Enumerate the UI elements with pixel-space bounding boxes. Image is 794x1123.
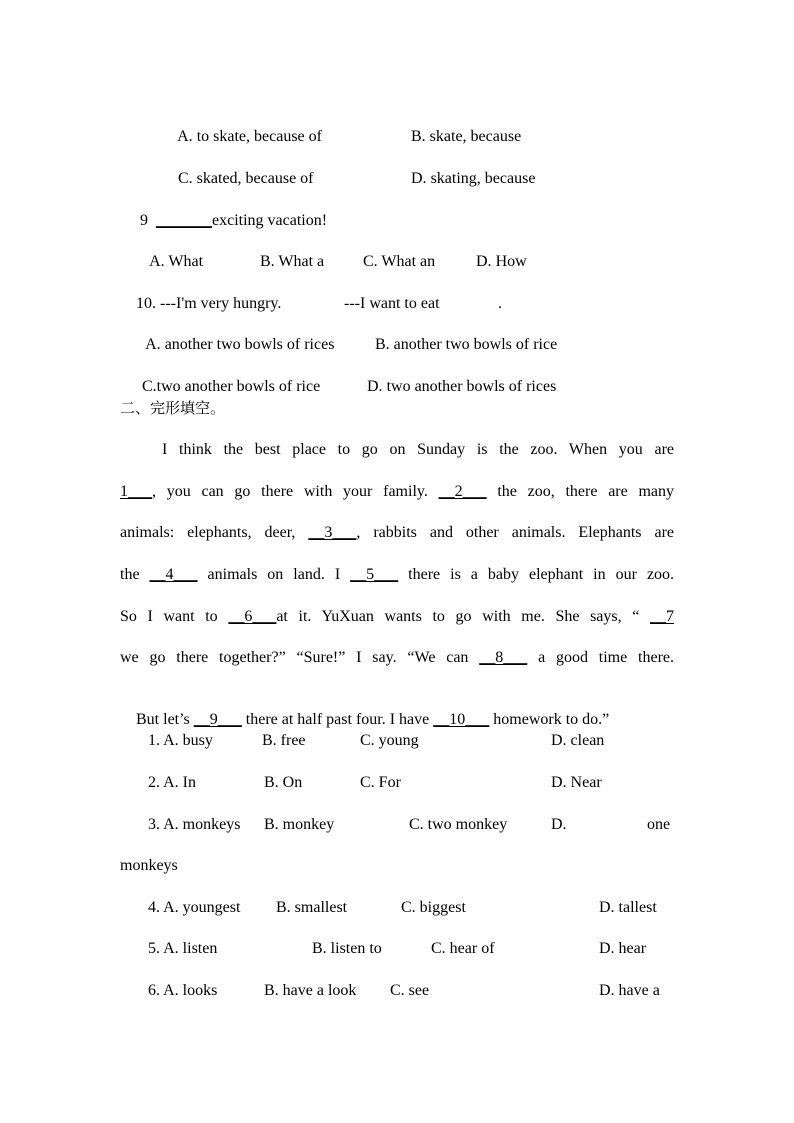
passage-line-4 <box>120 565 674 585</box>
question-text: ---I'm very hungry. <box>160 295 282 312</box>
passage-line-6 <box>120 648 674 668</box>
option-key: A. <box>149 253 165 270</box>
option-text: skate, because <box>429 128 522 145</box>
passage-line-5 <box>120 607 674 627</box>
q8-option-d <box>395 149 535 209</box>
option-text: another two bowls of rice <box>393 336 558 353</box>
passage-line-2 <box>120 482 674 502</box>
option-text: two another bowls of rice <box>156 378 321 395</box>
item-number: 6. <box>148 982 160 999</box>
cloze-2-option-a <box>148 773 196 793</box>
option-key: C. <box>142 378 157 395</box>
option-text: How <box>495 253 527 270</box>
cloze-1-option-d: D. clean <box>551 732 605 749</box>
cloze-blank-6: __6___ <box>228 608 277 625</box>
cloze-4-option-c: C. biggest <box>401 899 466 916</box>
cloze-2-option-b: B. On <box>264 774 303 791</box>
option-key: C. <box>363 253 378 270</box>
passage-text: a good time there. <box>538 649 675 666</box>
cloze-3-option-b: B. monkey <box>264 816 335 833</box>
cloze-blank-7: __7 <box>650 608 675 625</box>
section-heading: 二、完形填空。 <box>120 399 226 417</box>
cloze-1-option-a <box>148 731 213 751</box>
item-number: 1. <box>148 732 160 749</box>
option-key: A. <box>177 128 193 145</box>
option-text: What a <box>278 253 325 270</box>
option-text: What an <box>381 253 436 270</box>
answer-blank: _______ <box>156 212 212 229</box>
q10-option-d <box>351 357 556 417</box>
cloze-4-option-a <box>148 898 240 918</box>
passage-line-1 <box>162 440 674 460</box>
option-text: A. In <box>163 774 197 791</box>
cloze-blank-9: __9___ <box>193 711 242 728</box>
cloze-6-option-c: C. see <box>390 982 430 999</box>
cloze-3-option-d-cont: one <box>647 816 671 833</box>
passage-text: I think the best place to go on Sunday is the zoo. When you are <box>162 441 674 458</box>
passage-text: the <box>120 566 140 583</box>
cloze-5-option-a <box>148 939 217 959</box>
cloze-5-option-c: C. hear of <box>431 940 495 957</box>
option-text: to skate, because of <box>196 128 322 145</box>
cloze-6-option-d: D. have a <box>599 982 660 999</box>
passage-line-3 <box>120 523 674 543</box>
cloze-2-option-c: C. For <box>360 774 401 791</box>
cloze-5-option-d: D. hear <box>599 940 647 957</box>
passage-text: , you can go there with your family. <box>152 483 428 500</box>
cloze-blank-4: __4___ <box>149 566 198 583</box>
item-number: 4. <box>148 899 160 916</box>
cloze-3-option-a <box>148 815 240 835</box>
passage-text: , rabbits and other animals. Elephants are <box>356 524 675 541</box>
cloze-blank-2: __2___ <box>438 483 487 500</box>
cloze-3-option-d: D. <box>551 816 567 833</box>
passage-text: there at half past four. I have <box>245 711 430 728</box>
option-key: D. <box>476 253 492 270</box>
passage-text: animals: elephants, deer, <box>120 524 296 541</box>
option-text: A. listen <box>163 940 218 957</box>
question-number: 9 <box>140 212 148 229</box>
item-number: 5. <box>148 940 160 957</box>
cloze-6-option-a <box>148 981 217 1001</box>
option-text: A. busy <box>163 732 213 749</box>
cloze-4-option-b: B. smallest <box>276 899 348 916</box>
question-text: . <box>498 295 502 312</box>
option-key: A. <box>145 336 161 353</box>
cloze-blank-3: __3___ <box>308 524 357 541</box>
option-key: D. <box>367 378 383 395</box>
question-text: ---I want to eat <box>344 295 440 312</box>
option-text: A. looks <box>163 982 218 999</box>
option-text: What <box>168 253 204 270</box>
passage-text: homework to do.” <box>493 711 610 728</box>
passage-text: there is a baby elephant in our zoo. <box>408 566 675 583</box>
item-number: 3. <box>148 816 160 833</box>
passage-text: So I want to <box>120 608 218 625</box>
item-number: 2. <box>148 774 160 791</box>
cloze-3-option-c: C. two monkey <box>409 816 508 833</box>
passage-text: the zoo, there are many <box>497 483 675 500</box>
question-text: exciting vacation! <box>212 212 328 229</box>
cloze-1-option-b: B. free <box>262 732 306 749</box>
cloze-5-option-b: B. listen to <box>312 940 382 957</box>
option-text: two another bowls of rices <box>386 378 557 395</box>
option-text: A. youngest <box>163 899 241 916</box>
passage-text: we go there together?” “Sure!” I say. “We can <box>120 649 469 666</box>
option-key: B. <box>411 128 426 145</box>
passage-text: at it. YuXuan wants to go with me. She says, “ <box>276 608 640 625</box>
option-key: B. <box>375 336 390 353</box>
option-key: D. <box>411 170 427 187</box>
passage-text: animals on land. I <box>207 566 341 583</box>
cloze-blank-8: __8___ <box>479 649 528 666</box>
cloze-blank-10: __10___ <box>433 711 490 728</box>
option-text: skating, because <box>430 170 536 187</box>
option-text: another two bowls of rices <box>164 336 335 353</box>
cloze-blank-1: 1___ <box>120 483 152 500</box>
passage-text: But let’s <box>136 711 190 728</box>
cloze-blank-5: __5___ <box>350 566 399 583</box>
cloze-4-option-d: D. tallest <box>599 899 657 916</box>
option-key: C. <box>178 170 193 187</box>
cloze-1-option-c: C. young <box>360 732 419 749</box>
cloze-6-option-b: B. have a look <box>264 982 357 999</box>
question-number: 10. <box>136 295 156 312</box>
option-text: A. monkeys <box>163 816 241 833</box>
cloze-2-option-d: D. Near <box>551 774 602 791</box>
cloze-3-option-d-wrap: monkeys <box>120 857 178 874</box>
option-text: skated, because of <box>196 170 314 187</box>
option-key: B. <box>260 253 275 270</box>
